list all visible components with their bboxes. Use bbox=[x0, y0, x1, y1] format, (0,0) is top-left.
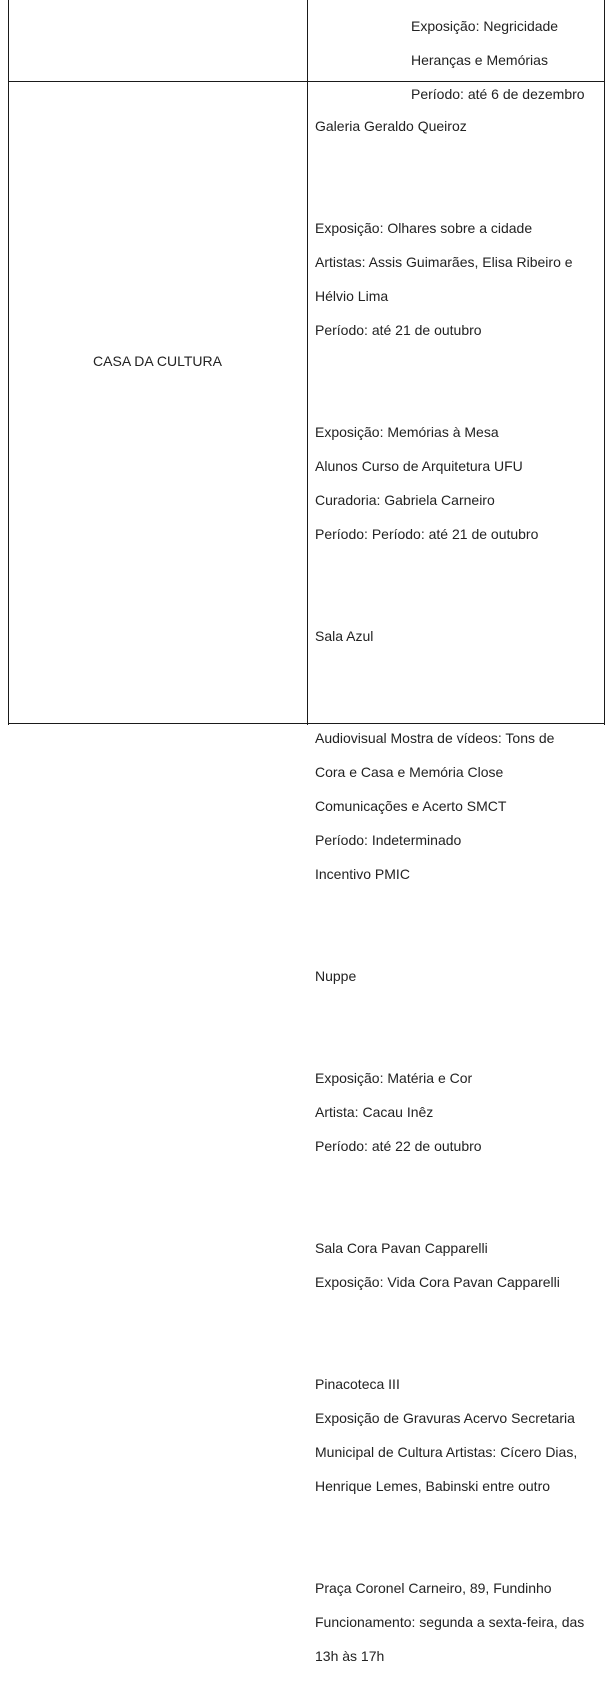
info-block bbox=[315, 407, 600, 560]
info-block bbox=[315, 1223, 600, 1308]
text-line: Alunos Curso de Arquitetura UFU bbox=[315, 458, 523, 474]
text-line: Municipal de Cultura Artistas: Cícero Dias, bbox=[315, 1444, 578, 1460]
info-block bbox=[315, 1359, 600, 1512]
text-line: Artistas: Assis Guimarães, Elisa Ribeiro e bbox=[315, 254, 573, 270]
text-line: Comunicações e Acerto SMCT bbox=[315, 798, 507, 814]
text-line: Heranças e Memórias bbox=[411, 52, 548, 68]
text-line: Exposição: Vida Cora Pavan Capparelli bbox=[315, 1274, 560, 1290]
table-right-border bbox=[604, 0, 605, 725]
text-line: Exposição: Negricidade bbox=[411, 18, 559, 34]
text-line: Audiovisual Mostra de vídeos: Tons de bbox=[315, 730, 555, 746]
text-line: Praça Coronel Carneiro, 89, Fundinho bbox=[315, 1580, 552, 1596]
text-line: Sala Cora Pavan Capparelli bbox=[315, 1240, 488, 1256]
text-line: Exposição de Gravuras Acervo Secretaria bbox=[315, 1410, 575, 1426]
text-line: Curadoria: Gabriela Carneiro bbox=[315, 492, 495, 508]
text-line: Nuppe bbox=[315, 968, 357, 984]
info-block bbox=[315, 611, 600, 662]
info-block bbox=[315, 101, 600, 152]
text-line: Cora e Casa e Memória Close bbox=[315, 764, 504, 780]
text-line: Período: Período: até 21 de outubro bbox=[315, 526, 539, 542]
text-line: Galeria Geraldo Queiroz bbox=[315, 118, 467, 134]
text-line: Henrique Lemes, Babinski entre outro bbox=[315, 1478, 551, 1494]
text-line: Período: até 21 de outubro bbox=[315, 322, 482, 338]
venue-details-cell bbox=[315, 84, 600, 1699]
text-line: Período: até 6 de dezembro bbox=[411, 86, 585, 102]
text-line: Incentivo PMIC bbox=[315, 866, 410, 882]
text-line: Exposição: Memórias à Mesa bbox=[315, 424, 499, 440]
text-line: Hélvio Lima bbox=[315, 288, 389, 304]
text-line: Período: Indeterminado bbox=[315, 832, 462, 848]
text-line: Pinacoteca III bbox=[315, 1376, 400, 1392]
text-line: Exposição: Matéria e Cor bbox=[315, 1070, 473, 1086]
info-block bbox=[315, 713, 600, 900]
venue-name: CASA DA CULTURA bbox=[93, 353, 222, 369]
text-line: Sala Azul bbox=[315, 628, 374, 644]
info-block bbox=[315, 1053, 600, 1172]
text-line: Funcionamento: segunda a sexta-feira, das bbox=[315, 1614, 585, 1630]
table-column-divider bbox=[307, 0, 308, 725]
info-block bbox=[315, 1563, 600, 1682]
text-line: Exposição: Olhares sobre a cidade bbox=[315, 220, 533, 236]
text-line: 13h às 17h bbox=[315, 1648, 385, 1664]
text-line: Artista: Cacau Inêz bbox=[315, 1104, 434, 1120]
info-block bbox=[315, 203, 600, 356]
text-line: Período: até 22 de outubro bbox=[315, 1138, 482, 1154]
info-block bbox=[315, 951, 600, 1002]
